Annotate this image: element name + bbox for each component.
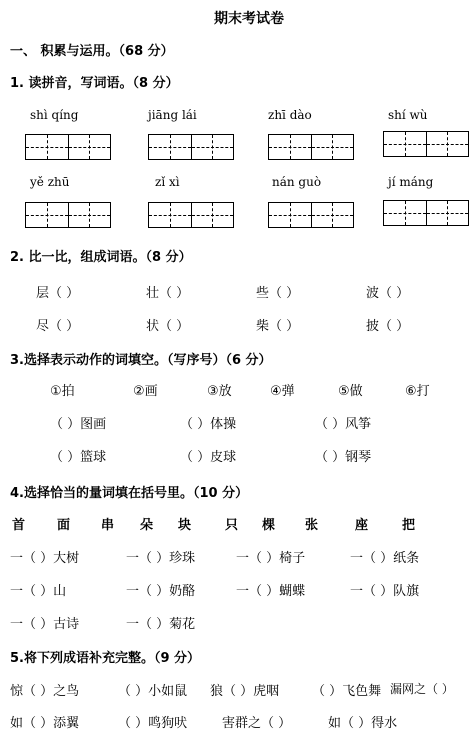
fill-blank: 一（ ）山	[10, 584, 67, 599]
fill-blank: （ ）体操	[180, 417, 237, 432]
verb-option: ⑥打	[405, 384, 430, 399]
measure-word: 把	[402, 518, 416, 533]
compare-item: 层（ ）	[36, 286, 80, 301]
writing-grid[interactable]	[383, 200, 469, 226]
fill-blank: （ ）风筝	[315, 417, 372, 432]
measure-word: 只	[225, 518, 239, 533]
idiom-blank: 漏网之（ ）	[390, 682, 454, 696]
pinyin-label: nán guò	[272, 175, 322, 189]
verb-option: ③放	[207, 384, 232, 399]
measure-word: 座	[355, 518, 369, 533]
fill-blank: （ ）图画	[50, 417, 107, 432]
verb-option: ②画	[133, 384, 158, 399]
pinyin-label: shí wù	[388, 108, 428, 122]
compare-item: 壮（ ）	[146, 286, 190, 301]
fill-blank: （ ）皮球	[180, 450, 237, 465]
writing-grid[interactable]	[268, 134, 354, 160]
writing-grid[interactable]	[268, 202, 354, 228]
compare-item: 柴（ ）	[256, 319, 300, 334]
pinyin-label: yě zhū	[30, 175, 70, 189]
writing-grid[interactable]	[148, 134, 234, 160]
compare-item: 状（ ）	[146, 319, 190, 334]
measure-word: 串	[101, 518, 115, 533]
part-one-heading: 一、 积累与运用。（68 分）	[10, 44, 174, 59]
compare-item: 披（ ）	[366, 319, 410, 334]
measure-word: 面	[57, 518, 71, 533]
fill-blank: 一（ ）蝴蝶	[236, 584, 306, 599]
pinyin-label: zǐ xì	[155, 175, 180, 189]
writing-grid[interactable]	[25, 134, 111, 160]
compare-item: 尽（ ）	[36, 319, 80, 334]
fill-blank: 一（ ）椅子	[236, 551, 306, 566]
measure-word: 棵	[262, 518, 276, 533]
compare-item: 些（ ）	[256, 286, 300, 301]
fill-blank: （ ）钢琴	[315, 450, 372, 465]
page-title: 期末考试卷	[214, 11, 284, 27]
idiom-blank: （ ）飞色舞	[312, 684, 382, 699]
writing-grid[interactable]	[383, 131, 469, 157]
pinyin-label: jí máng	[388, 175, 434, 189]
idiom-blank: 害群之（ ）	[222, 716, 292, 731]
q2-heading: 2. 比一比，组成词语。（8 分）	[10, 250, 192, 265]
idiom-blank: （ ）鸣狗吠	[118, 716, 188, 731]
idiom-blank: 惊（ ）之鸟	[10, 684, 80, 699]
q4-heading: 4.选择恰当的量词填在括号里。（10 分）	[10, 486, 249, 501]
fill-blank: （ ）篮球	[50, 450, 107, 465]
idiom-blank: 狼（ ）虎咽	[210, 684, 280, 699]
measure-word: 张	[305, 518, 319, 533]
idiom-blank: 如（ ）添翼	[10, 716, 80, 731]
fill-blank: 一（ ）队旗	[350, 584, 420, 599]
fill-blank: 一（ ）菊花	[126, 617, 196, 632]
measure-word: 块	[178, 518, 192, 533]
fill-blank: 一（ ）珍珠	[126, 551, 196, 566]
verb-option: ⑤做	[338, 384, 363, 399]
pinyin-label: jiāng lái	[148, 108, 197, 122]
measure-word: 朵	[140, 518, 154, 533]
verb-option: ④弹	[270, 384, 295, 399]
pinyin-label: zhī dào	[268, 108, 312, 122]
fill-blank: 一（ ）奶酪	[126, 584, 196, 599]
q1-heading: 1. 读拼音，写词语。（8 分）	[10, 76, 179, 91]
measure-word: 首	[12, 518, 26, 533]
fill-blank: 一（ ）纸条	[350, 551, 420, 566]
q3-heading: 3.选择表示动作的词填空。（写序号）（6 分）	[10, 353, 272, 368]
pinyin-label: shì qíng	[30, 108, 79, 122]
idiom-blank: （ ）小如鼠	[118, 684, 188, 699]
writing-grid[interactable]	[148, 202, 234, 228]
q5-heading: 5.将下列成语补充完整。（9 分）	[10, 651, 201, 666]
idiom-blank: 如（ ）得水	[328, 716, 398, 731]
verb-option: ①拍	[50, 384, 75, 399]
fill-blank: 一（ ）古诗	[10, 617, 80, 632]
compare-item: 波（ ）	[366, 286, 410, 301]
fill-blank: 一（ ）大树	[10, 551, 80, 566]
writing-grid[interactable]	[25, 202, 111, 228]
